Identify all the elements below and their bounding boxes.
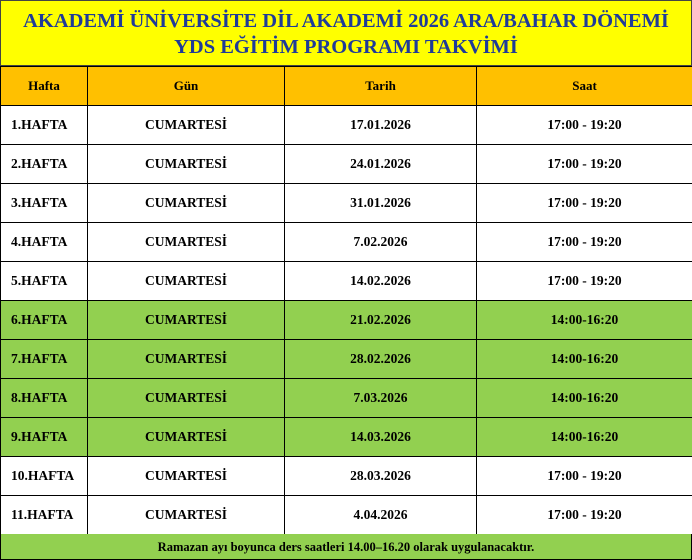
cell-date: 14.03.2026 bbox=[285, 418, 477, 457]
cell-week: 4.HAFTA bbox=[1, 223, 88, 262]
cell-time: 14:00-16:20 bbox=[477, 418, 692, 457]
cell-week: 7.HAFTA bbox=[1, 340, 88, 379]
cell-week: 8.HAFTA bbox=[1, 379, 88, 418]
table-row bbox=[1, 496, 692, 535]
cell-time: 17:00 - 19:20 bbox=[477, 106, 692, 145]
cell-date: 4.04.2026 bbox=[285, 496, 477, 535]
page-title bbox=[0, 0, 692, 66]
cell-time: 17:00 - 19:20 bbox=[477, 496, 692, 535]
cell-date: 24.01.2026 bbox=[285, 145, 477, 184]
cell-time: 17:00 - 19:20 bbox=[477, 457, 692, 496]
table-row bbox=[1, 106, 692, 145]
cell-day: CUMARTESİ bbox=[88, 418, 285, 457]
cell-day: CUMARTESİ bbox=[88, 301, 285, 340]
cell-time: 14:00-16:20 bbox=[477, 379, 692, 418]
cell-date: 7.03.2026 bbox=[285, 379, 477, 418]
cell-day: CUMARTESİ bbox=[88, 145, 285, 184]
cell-day: CUMARTESİ bbox=[88, 457, 285, 496]
cell-week: 11.HAFTA bbox=[1, 496, 88, 535]
schedule-table bbox=[0, 66, 692, 535]
cell-week: 10.HAFTA bbox=[1, 457, 88, 496]
ramadan-note: Ramazan ayı boyunca ders saatleri 14.00–16.20 olarak uygulanacaktır. bbox=[0, 534, 692, 560]
table-row bbox=[1, 223, 692, 262]
cell-time: 17:00 - 19:20 bbox=[477, 262, 692, 301]
table-header-row bbox=[1, 67, 692, 106]
cell-day: CUMARTESİ bbox=[88, 106, 285, 145]
header-week: Hafta bbox=[1, 67, 88, 106]
title-line-1: AKADEMİ ÜNİVERSİTE DİL AKADEMİ 2026 ARA/BAHAR DÖNEMİ bbox=[23, 10, 669, 32]
cell-time: 17:00 - 19:20 bbox=[477, 184, 692, 223]
cell-day: CUMARTESİ bbox=[88, 340, 285, 379]
cell-date: 7.02.2026 bbox=[285, 223, 477, 262]
table-row bbox=[1, 145, 692, 184]
table-row bbox=[1, 301, 692, 340]
cell-day: CUMARTESİ bbox=[88, 184, 285, 223]
cell-date: 28.02.2026 bbox=[285, 340, 477, 379]
cell-day: CUMARTESİ bbox=[88, 379, 285, 418]
header-date: Tarih bbox=[285, 67, 477, 106]
cell-date: 17.01.2026 bbox=[285, 106, 477, 145]
cell-day: CUMARTESİ bbox=[88, 262, 285, 301]
table-row bbox=[1, 418, 692, 457]
header-time: Saat bbox=[477, 67, 692, 106]
title-line-2: YDS EĞİTİM PROGRAMI TAKVİMİ bbox=[174, 36, 518, 58]
cell-day: CUMARTESİ bbox=[88, 223, 285, 262]
cell-week: 6.HAFTA bbox=[1, 301, 88, 340]
table-row bbox=[1, 457, 692, 496]
cell-week: 9.HAFTA bbox=[1, 418, 88, 457]
table-row bbox=[1, 262, 692, 301]
table-row bbox=[1, 184, 692, 223]
cell-time: 14:00-16:20 bbox=[477, 340, 692, 379]
cell-date: 31.01.2026 bbox=[285, 184, 477, 223]
cell-week: 5.HAFTA bbox=[1, 262, 88, 301]
table-row bbox=[1, 379, 692, 418]
cell-week: 1.HAFTA bbox=[1, 106, 88, 145]
table-row bbox=[1, 340, 692, 379]
header-day: Gün bbox=[88, 67, 285, 106]
cell-date: 14.02.2026 bbox=[285, 262, 477, 301]
cell-date: 28.03.2026 bbox=[285, 457, 477, 496]
cell-date: 21.02.2026 bbox=[285, 301, 477, 340]
cell-time: 14:00-16:20 bbox=[477, 301, 692, 340]
cell-time: 17:00 - 19:20 bbox=[477, 223, 692, 262]
cell-time: 17:00 - 19:20 bbox=[477, 145, 692, 184]
cell-week: 2.HAFTA bbox=[1, 145, 88, 184]
cell-week: 3.HAFTA bbox=[1, 184, 88, 223]
cell-day: CUMARTESİ bbox=[88, 496, 285, 535]
